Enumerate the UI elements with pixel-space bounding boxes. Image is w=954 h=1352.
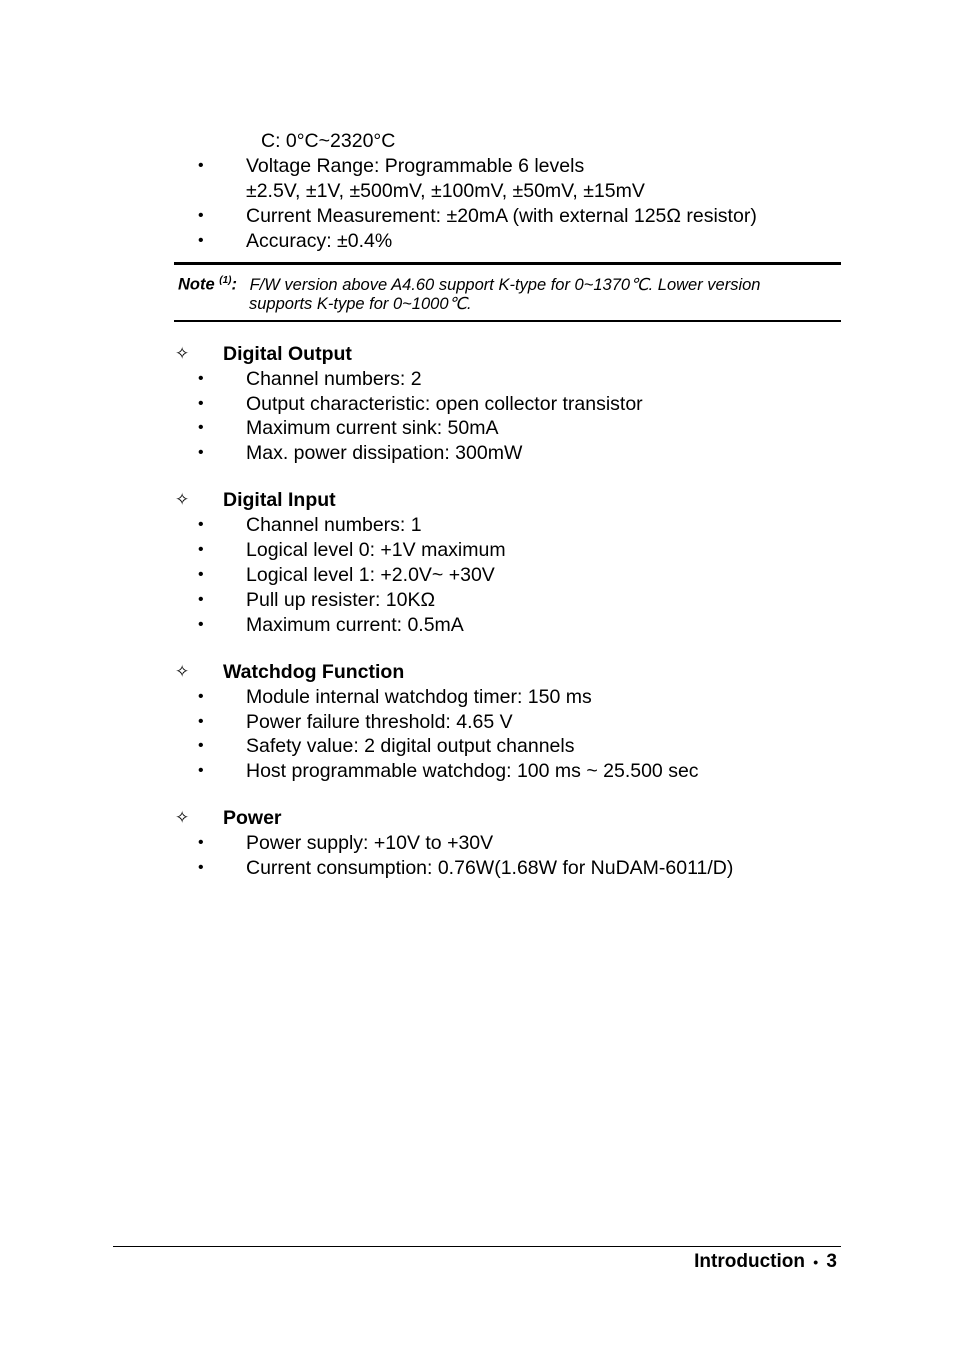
note-colon: : [231, 275, 237, 294]
page-number: 3 [826, 1251, 837, 1272]
note-text [178, 270, 760, 296]
note-superscript: (1) [219, 275, 232, 286]
list-item: Module internal watchdog timer: 150 ms [246, 686, 592, 708]
list-item: Channel numbers: 1 [246, 514, 422, 536]
section-title-digital-input: Digital Input [223, 489, 336, 511]
list-item: Maximum current: 0.5mA [246, 614, 464, 636]
list-item: Logical level 1: +2.0V~ +30V [246, 564, 495, 586]
list-item: Max. power dissipation: 300mW [246, 442, 523, 464]
bullet-icon: • [198, 737, 204, 754]
page-footer [694, 1251, 837, 1273]
bullet-icon: • [198, 541, 204, 558]
bullet-icon: • [198, 157, 204, 174]
note-line-1: F/W version above A4.60 support K-type for 0~1370℃. Lower version [249, 275, 761, 294]
bullet-icon: • [198, 232, 204, 249]
footer-section-title: Introduction [694, 1251, 805, 1272]
bullet-icon: • [198, 591, 204, 608]
list-item: Pull up resister: 10KΩ [246, 589, 436, 611]
list-item: Voltage Range: Programmable 6 levels [246, 155, 585, 177]
bullet-icon: • [198, 444, 204, 461]
section-title-digital-output: Digital Output [223, 343, 352, 365]
section-title-power: Power [223, 807, 282, 829]
bullet-icon: • [198, 566, 204, 583]
list-item: Current consumption: 0.76W(1.68W for NuDAM-6011/D) [246, 857, 734, 879]
list-item-continuation: ±2.5V, ±1V, ±500mV, ±100mV, ±50mV, ±15mV [246, 180, 645, 202]
note-line-2: supports K-type for 0~1000℃. [249, 295, 472, 313]
diamond-icon: ✧ [175, 662, 190, 681]
section-title-watchdog-function: Watchdog Function [223, 661, 405, 683]
list-item: Host programmable watchdog: 100 ms ~ 25.500 sec [246, 760, 699, 782]
range-continuation: C: 0°C~2320°C [261, 130, 396, 152]
list-item: Power supply: +10V to +30V [246, 832, 494, 854]
bullet-icon: • [198, 713, 204, 730]
diamond-icon: ✧ [175, 490, 190, 509]
bullet-icon: • [198, 762, 204, 779]
list-item: Channel numbers: 2 [246, 368, 422, 390]
bullet-icon: • [198, 207, 204, 224]
bullet-icon: • [198, 859, 204, 876]
diamond-icon: ✧ [175, 808, 190, 827]
diamond-icon: ✧ [175, 344, 190, 363]
footer-bullet-icon: • [813, 1254, 819, 1270]
bullet-icon: • [198, 419, 204, 436]
list-item: Maximum current sink: 50mA [246, 417, 499, 439]
note-bottom-rule [174, 320, 841, 322]
bullet-icon: • [198, 688, 204, 705]
list-item: Output characteristic: open collector transistor [246, 393, 643, 415]
bullet-icon: • [198, 370, 204, 387]
footer-rule [113, 1246, 841, 1247]
list-item: Accuracy: ±0.4% [246, 230, 393, 252]
list-item: Current Measurement: ±20mA (with external 125Ω resistor) [246, 205, 757, 227]
list-item: Logical level 0: +1V maximum [246, 539, 506, 561]
note-label: Note [178, 275, 215, 294]
note-top-rule [174, 262, 841, 265]
list-item: Safety value: 2 digital output channels [246, 735, 575, 757]
list-item: Power failure threshold: 4.65 V [246, 711, 513, 733]
bullet-icon: • [198, 516, 204, 533]
bullet-icon: • [198, 834, 204, 851]
bullet-icon: • [198, 395, 204, 412]
bullet-icon: • [198, 616, 204, 633]
